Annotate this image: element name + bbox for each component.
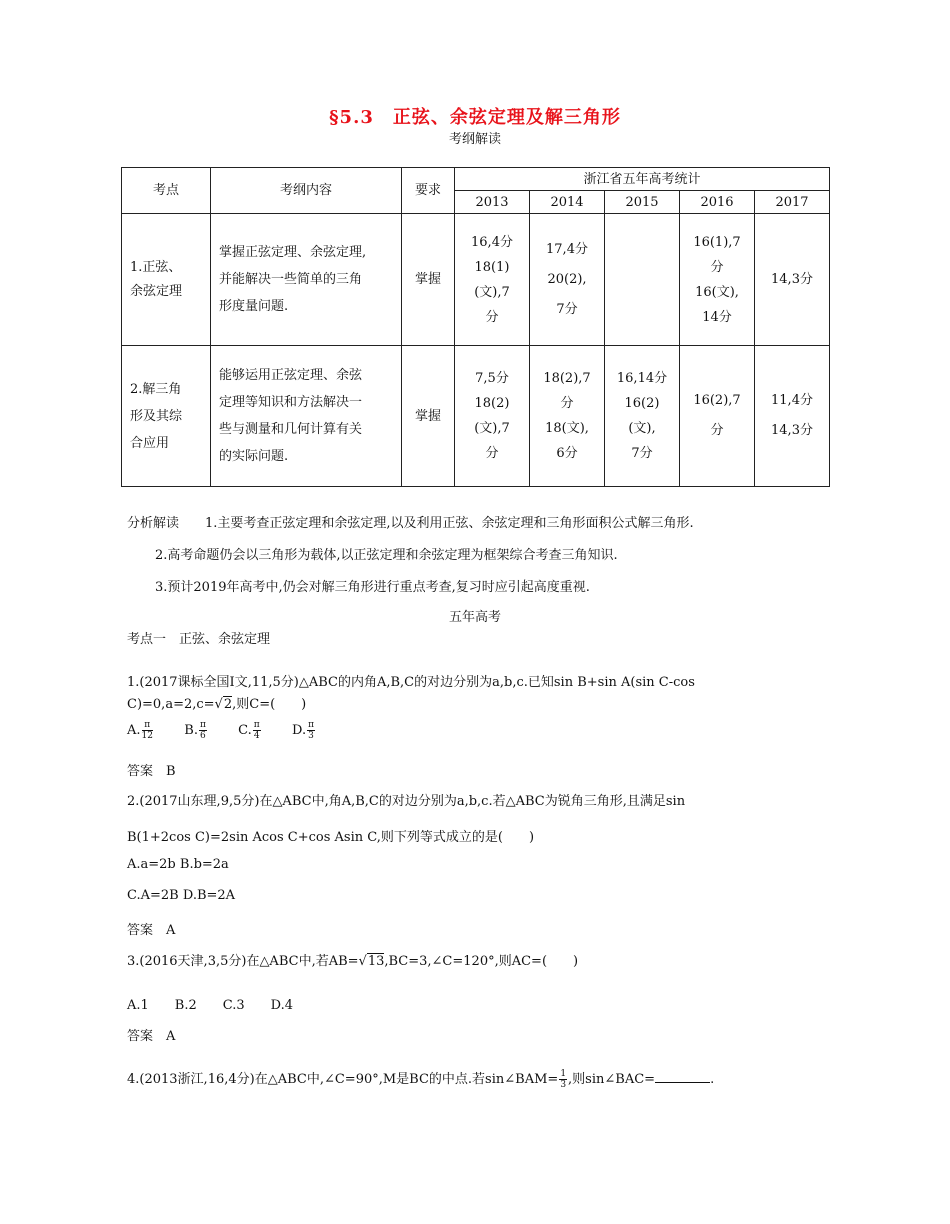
q1-line1: 1.(2017课标全国Ⅰ文,11,5分)△ABC的内角A,B,C的对边分别为a,b,c.已知sin B+sin A(sin C-cos (127, 675, 695, 690)
row1-2013: 16,4分 18(1) (文),7 分 (455, 214, 530, 346)
kaodian-heading: 考点一 正弦、余弦定理 (127, 632, 271, 647)
analysis-p2: 2.高考命题仍会以三角形为载体,以正弦定理和余弦定理为框架综合考查三角知识. (155, 548, 618, 563)
q2-answer: 答案 A (127, 923, 176, 938)
q1-line2: C)=0,a=2,c=√2,则C=( ) (127, 697, 307, 712)
q4-answer-blank[interactable] (655, 1070, 710, 1083)
page-subtitle: 考纲解读 (448, 132, 501, 147)
table-row (122, 346, 830, 487)
q2-line1: 2.(2017山东理,9,5分)在△ABC中,角A,B,C的对边分别为a,b,c.若△ABC为锐角三角形,且满足sin (127, 794, 686, 809)
q3-options: A.1 B.2 C.3 D.4 (127, 998, 293, 1013)
row1-content: 掌握正弦定理、余弦定理, 并能解决一些简单的三角 形度量问题. (211, 214, 402, 346)
row2-requirement: 掌握 (402, 346, 455, 487)
row2-2014: 18(2),7 分 18(文), 6分 (530, 346, 605, 487)
q1-option-b: B. $\frac{\pi}{6}$ (184, 720, 206, 741)
row2-content: 能够运用正弦定理、余弦 定理等知识和方法解决一 些与测量和几何计算有关 的实际问题. (211, 346, 402, 487)
q1-option-d: D. $\frac{\pi}{3}$ (291, 720, 314, 741)
row2-point: 2.解三角 形及其综 合应用 (122, 346, 211, 487)
header-requirement: 要求 (402, 168, 455, 214)
row1-2014: 17,4分 20(2), 7分 (530, 214, 605, 346)
q2-options-cd: C.A=2B D.B=2A (127, 888, 236, 903)
year-2014: 2014 (530, 191, 605, 214)
syllabus-table (121, 167, 830, 487)
row2-2016: 16(2),7 分 (680, 346, 755, 487)
row1-2016: 16(1),7 分 16(文), 14分 (680, 214, 755, 346)
q1-answer: 答案 B (127, 764, 176, 779)
row1-2015 (605, 214, 680, 346)
q3-answer: 答案 A (127, 1029, 176, 1044)
q2-options-ab: A.a=2b B.b=2a (127, 857, 229, 872)
section-heading: 五年高考 (448, 610, 501, 625)
row1-requirement: 掌握 (402, 214, 455, 346)
table-header-row (122, 168, 830, 191)
q4-stem: 4.(2013浙江,16,4分)在△ABC中,∠C=90°,M是BC的中点.若sin∠BAM= $\frac{1}{3}$ ,则sin∠BAC= . (127, 1069, 715, 1090)
q1-options (127, 720, 316, 741)
row1-point: 1.正弦、 余弦定理 (122, 214, 211, 346)
year-2016: 2016 (680, 191, 755, 214)
table-row (122, 214, 830, 346)
row2-2017: 11,4分 14,3分 (755, 346, 830, 487)
header-content: 考纲内容 (211, 168, 402, 214)
header-stats: 浙江省五年高考统计 (455, 168, 830, 191)
q2-line2: B(1+2cos C)=2sin Acos C+cos Asin C,则下列等式成立的是( ) (127, 830, 535, 845)
row2-2015: 16,14分 16(2) (文), 7分 (605, 346, 680, 487)
analysis-p3: 3.预计2019年高考中,仍会对解三角形进行重点考查,复习时应引起高度重视. (155, 580, 590, 595)
year-2013: 2013 (455, 191, 530, 214)
q1-option-a: A. $\frac{\pi}{12}$ (127, 720, 153, 741)
year-2017: 2017 (755, 191, 830, 214)
q1-option-c: C. $\frac{\pi}{4}$ (238, 720, 260, 741)
header-point: 考点 (122, 168, 211, 214)
row2-2013: 7,5分 18(2) (文),7 分 (455, 346, 530, 487)
year-2015: 2015 (605, 191, 680, 214)
page-title: §5.3 正弦、余弦定理及解三角形 (329, 107, 621, 128)
analysis-p1: 分析解读 1.主要考查正弦定理和余弦定理,以及利用正弦、余弦定理和三角形面积公式解三角形. (127, 516, 694, 531)
row1-2017: 14,3分 (755, 214, 830, 346)
q3-stem: 3.(2016天津,3,5分)在△ABC中,若AB=√13,BC=3,∠C=120°,则AC=( ) (127, 954, 579, 969)
